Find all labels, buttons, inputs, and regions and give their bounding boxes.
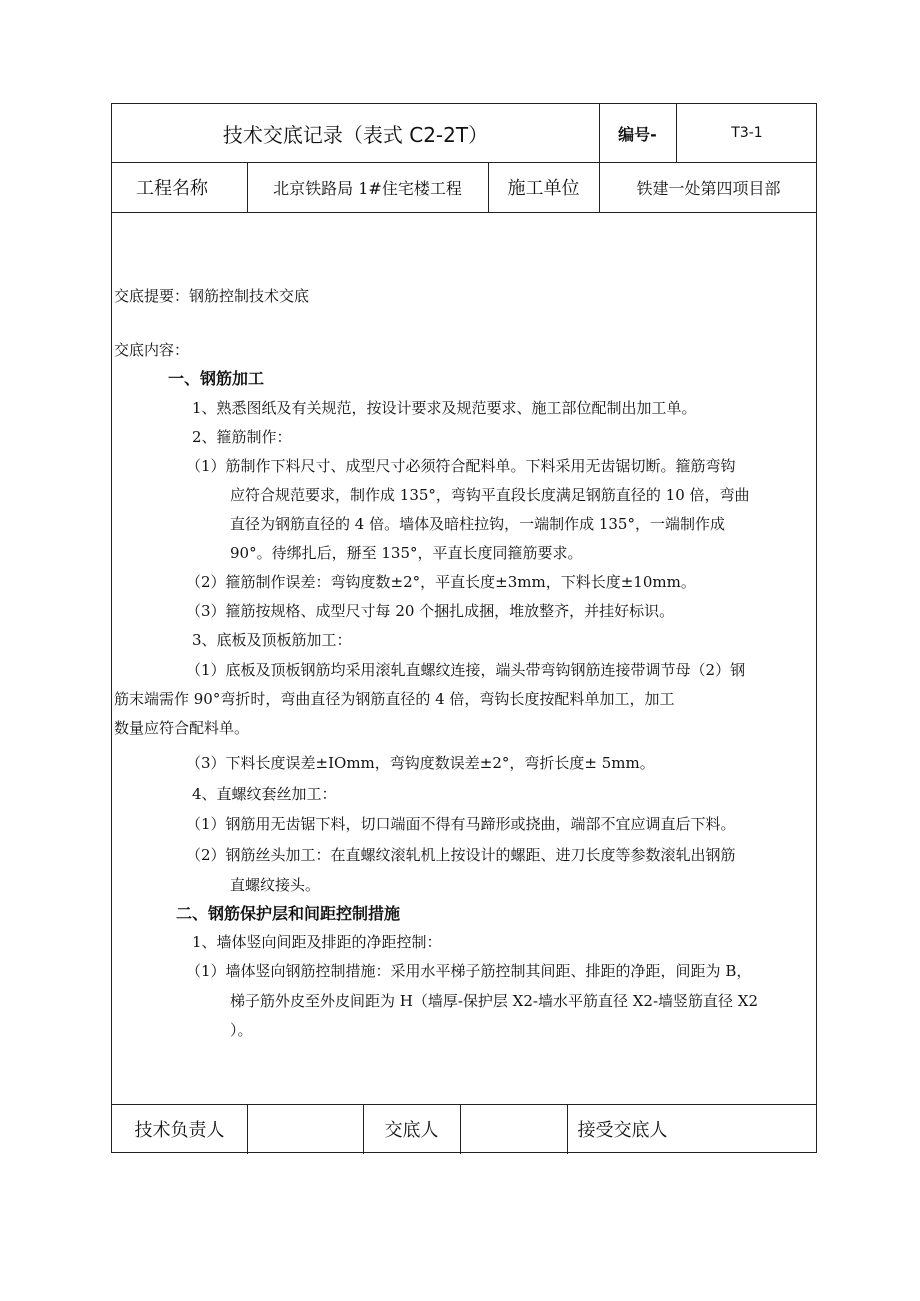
project-name-value: 北京铁路局 1#住宅楼工程 [273, 178, 462, 198]
disclosure-content-label: 交底内容： [114, 341, 190, 359]
content-line: （1）底板及顶板钢筋均采用滚轧直螺纹连接，端头带弯钩钢筋连接带调节母（2）钢 [186, 661, 746, 679]
content-line: 90°。待绑扎后，掰至 135°，平直长度同箍筋要求。 [230, 544, 583, 562]
content-line: 4、直螺纹套丝加工： [192, 785, 337, 803]
construction-unit-value: 铁建一处第四项目部 [636, 178, 781, 198]
technical-disclosure-form [111, 103, 817, 1153]
construction-unit-label: 施工单位 [507, 178, 580, 199]
content-line: （2）钢筋丝头加工：在直螺纹滚轧机上按设计的螺距、进刀长度等参数滚轧出钢筋 [186, 846, 736, 864]
number-value: T3-1 [731, 125, 763, 141]
content-line: 数量应符合配料单。 [114, 719, 250, 737]
content-line: （1）墙体竖向钢筋控制措施：采用水平梯子筋控制其间距、排距的净距，间距为 B， [186, 962, 752, 980]
project-name-label: 工程名称 [136, 178, 208, 199]
content-line: 1、熟悉图纸及有关规范，按设计要求及规范要求、施工部位配制出加工单。 [192, 399, 697, 417]
content-line: （3）箍筋按规格、成型尺寸每 20 个捆扎成捆，堆放整齐，并挂好标识。 [186, 602, 675, 620]
section-heading: 一、钢筋加工 [168, 369, 265, 388]
tech-leader-field[interactable] [247, 1104, 363, 1154]
disclosure-summary: 交底提要：钢筋控制技术交底 [114, 287, 310, 305]
form-title: 技术交底记录（表式 C2-2T） [222, 122, 489, 147]
content-line: 直径为钢筋直径的 4 倍。墙体及暗柱拉钩，一端制作成 135°，一端制作成 [230, 515, 725, 533]
content-line: （1）筋制作下料尺寸、成型尺寸必须符合配料单。下料采用无齿锯切断。箍筋弯钩 [186, 457, 736, 475]
content-line: 梯子筋外皮至外皮间距为 H（墙厚-保护层 X2-墙水平筋直径 X2-墙竖筋直径 X2 [230, 992, 759, 1010]
content-line: 筋末端需作 90°弯折时，弯曲直径为钢筋直径的 4 倍，弯钩长度按配料单加工，加工 [114, 690, 675, 708]
presenter-field[interactable] [460, 1104, 567, 1154]
content-line: （2）箍筋制作误差：弯钩度数±2°，平直长度±3mm，下料长度±10mm。 [186, 573, 696, 591]
content-line: 3、底板及顶板筋加工： [192, 631, 352, 649]
content-line: 2、箍筋制作： [192, 428, 292, 446]
project-row-divider [112, 212, 816, 213]
receiver-label: 接受交底人 [577, 1120, 668, 1141]
content-line: ）。 [230, 1021, 253, 1039]
tech-leader-label: 技术负责人 [134, 1120, 225, 1141]
presenter-label: 交底人 [384, 1120, 439, 1141]
content-line: 应符合规范要求，制作成 135°，弯钩平直段长度满足钢筋直径的 10 倍，弯曲 [230, 486, 750, 504]
content-line: （1）钢筋用无齿锯下料，切口端面不得有马蹄形或挠曲，端部不宜应调直后下料。 [186, 815, 736, 833]
content-line: 直螺纹接头。 [230, 876, 321, 894]
content-line: 1、墙体竖向间距及排距的净距控制： [192, 933, 442, 951]
section-heading: 二、钢筋保护层和间距控制措施 [176, 904, 401, 923]
content-line: （3）下料长度误差±IOmm，弯钩度数误差±2°，弯折长度± 5mm。 [186, 754, 655, 772]
number-label: 编号- [618, 124, 657, 144]
